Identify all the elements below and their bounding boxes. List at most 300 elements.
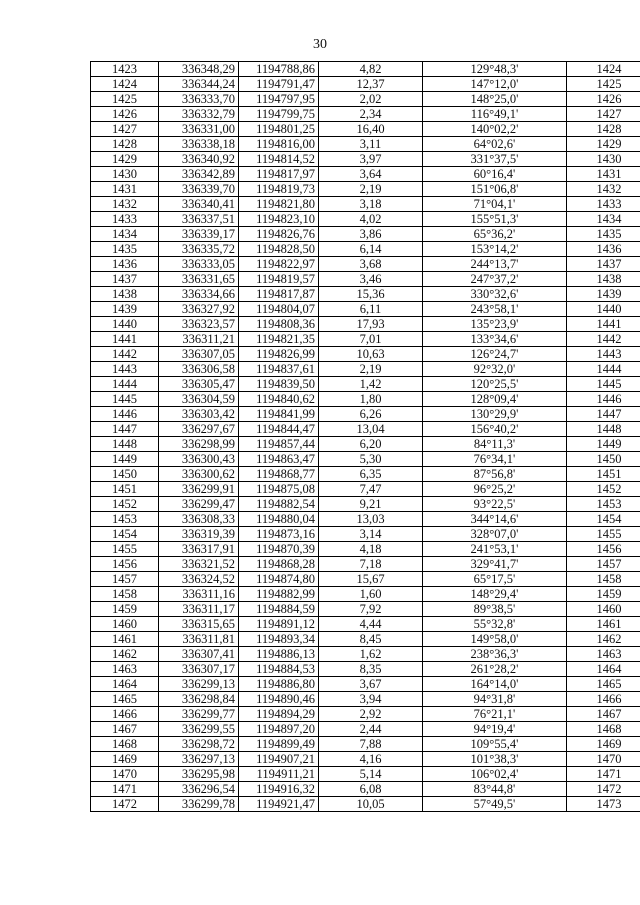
point-number-cell: 1461 [91,632,159,647]
next-point-cell: 1469 [567,737,640,752]
distance-cell: 3,68 [319,257,423,272]
next-point-cell: 1432 [567,182,640,197]
direction-angle-cell: 243°58,1' [423,302,567,317]
distance-cell: 2,44 [319,722,423,737]
distance-cell: 8,35 [319,662,423,677]
y-coordinate-cell: 1194828,50 [239,242,319,257]
table-row [91,707,640,722]
table-row [91,242,640,257]
x-coordinate-cell: 336338,18 [159,137,239,152]
direction-angle-cell: 65°36,2' [423,227,567,242]
y-coordinate-cell: 1194868,77 [239,467,319,482]
point-number-cell: 1429 [91,152,159,167]
table-row [91,692,640,707]
next-point-cell: 1438 [567,272,640,287]
coordinates-table-body [91,62,640,812]
point-number-cell: 1427 [91,122,159,137]
x-coordinate-cell: 336339,17 [159,227,239,242]
next-point-cell: 1451 [567,467,640,482]
x-coordinate-cell: 336300,43 [159,452,239,467]
point-number-cell: 1462 [91,647,159,662]
point-number-cell: 1457 [91,572,159,587]
direction-angle-cell: 94°31,8' [423,692,567,707]
y-coordinate-cell: 1194894,29 [239,707,319,722]
x-coordinate-cell: 336298,72 [159,737,239,752]
next-point-cell: 1454 [567,512,640,527]
y-coordinate-cell: 1194839,50 [239,377,319,392]
y-coordinate-cell: 1194841,99 [239,407,319,422]
y-coordinate-cell: 1194921,47 [239,797,319,812]
point-number-cell: 1423 [91,62,159,77]
distance-cell: 7,18 [319,557,423,572]
distance-cell: 10,05 [319,797,423,812]
x-coordinate-cell: 336331,65 [159,272,239,287]
direction-angle-cell: 84°11,3' [423,437,567,452]
y-coordinate-cell: 1194826,76 [239,227,319,242]
direction-angle-cell: 328°07,0' [423,527,567,542]
direction-angle-cell: 76°34,1' [423,452,567,467]
distance-cell: 5,30 [319,452,423,467]
distance-cell: 2,19 [319,362,423,377]
x-coordinate-cell: 336299,47 [159,497,239,512]
table-row [91,542,640,557]
point-number-cell: 1467 [91,722,159,737]
distance-cell: 3,86 [319,227,423,242]
next-point-cell: 1435 [567,227,640,242]
x-coordinate-cell: 336335,72 [159,242,239,257]
next-point-cell: 1468 [567,722,640,737]
table-row [91,452,640,467]
point-number-cell: 1437 [91,272,159,287]
table-row [91,467,640,482]
next-point-cell: 1427 [567,107,640,122]
direction-angle-cell: 64°02,6' [423,137,567,152]
table-row [91,722,640,737]
x-coordinate-cell: 336299,13 [159,677,239,692]
point-number-cell: 1471 [91,782,159,797]
x-coordinate-cell: 336331,00 [159,122,239,137]
table-row [91,362,640,377]
distance-cell: 3,46 [319,272,423,287]
next-point-cell: 1450 [567,452,640,467]
next-point-cell: 1448 [567,422,640,437]
y-coordinate-cell: 1194890,46 [239,692,319,707]
direction-angle-cell: 344°14,6' [423,512,567,527]
y-coordinate-cell: 1194821,80 [239,197,319,212]
direction-angle-cell: 244°13,7' [423,257,567,272]
y-coordinate-cell: 1194816,00 [239,137,319,152]
x-coordinate-cell: 336340,41 [159,197,239,212]
point-number-cell: 1465 [91,692,159,707]
direction-angle-cell: 126°24,7' [423,347,567,362]
table-row [91,167,640,182]
y-coordinate-cell: 1194870,39 [239,542,319,557]
table-row [91,62,640,77]
next-point-cell: 1433 [567,197,640,212]
next-point-cell: 1467 [567,707,640,722]
table-row [91,662,640,677]
distance-cell: 9,21 [319,497,423,512]
y-coordinate-cell: 1194886,13 [239,647,319,662]
direction-angle-cell: 140°02,2' [423,122,567,137]
y-coordinate-cell: 1194863,47 [239,452,319,467]
y-coordinate-cell: 1194873,16 [239,527,319,542]
direction-angle-cell: 149°58,0' [423,632,567,647]
direction-angle-cell: 93°22,5' [423,497,567,512]
y-coordinate-cell: 1194821,35 [239,332,319,347]
table-row [91,677,640,692]
point-number-cell: 1442 [91,347,159,362]
distance-cell: 10,63 [319,347,423,362]
point-number-cell: 1434 [91,227,159,242]
next-point-cell: 1473 [567,797,640,812]
direction-angle-cell: 129°48,3' [423,62,567,77]
point-number-cell: 1460 [91,617,159,632]
next-point-cell: 1434 [567,212,640,227]
direction-angle-cell: 133°34,6' [423,332,567,347]
next-point-cell: 1439 [567,287,640,302]
direction-angle-cell: 71°04,1' [423,197,567,212]
next-point-cell: 1442 [567,332,640,347]
point-number-cell: 1424 [91,77,159,92]
point-number-cell: 1453 [91,512,159,527]
y-coordinate-cell: 1194788,86 [239,62,319,77]
table-row [91,77,640,92]
direction-angle-cell: 101°38,3' [423,752,567,767]
point-number-cell: 1450 [91,467,159,482]
direction-angle-cell: 60°16,4' [423,167,567,182]
y-coordinate-cell: 1194844,47 [239,422,319,437]
next-point-cell: 1465 [567,677,640,692]
next-point-cell: 1431 [567,167,640,182]
next-point-cell: 1429 [567,137,640,152]
direction-angle-cell: 151°06,8' [423,182,567,197]
distance-cell: 12,37 [319,77,423,92]
y-coordinate-cell: 1194868,28 [239,557,319,572]
table-row [91,212,640,227]
x-coordinate-cell: 336348,29 [159,62,239,77]
x-coordinate-cell: 336311,21 [159,332,239,347]
x-coordinate-cell: 336307,41 [159,647,239,662]
y-coordinate-cell: 1194826,99 [239,347,319,362]
point-number-cell: 1440 [91,317,159,332]
point-number-cell: 1464 [91,677,159,692]
table-row [91,497,640,512]
distance-cell: 6,14 [319,242,423,257]
direction-angle-cell: 76°21,1' [423,707,567,722]
x-coordinate-cell: 336317,91 [159,542,239,557]
next-point-cell: 1458 [567,572,640,587]
x-coordinate-cell: 336324,52 [159,572,239,587]
table-row [91,182,640,197]
distance-cell: 1,62 [319,647,423,662]
direction-angle-cell: 164°14,0' [423,677,567,692]
y-coordinate-cell: 1194819,57 [239,272,319,287]
direction-angle-cell: 241°53,1' [423,542,567,557]
distance-cell: 4,44 [319,617,423,632]
y-coordinate-cell: 1194817,97 [239,167,319,182]
next-point-cell: 1424 [567,62,640,77]
point-number-cell: 1454 [91,527,159,542]
distance-cell: 3,67 [319,677,423,692]
direction-angle-cell: 109°55,4' [423,737,567,752]
x-coordinate-cell: 336307,05 [159,347,239,362]
next-point-cell: 1466 [567,692,640,707]
direction-angle-cell: 247°37,2' [423,272,567,287]
point-number-cell: 1426 [91,107,159,122]
x-coordinate-cell: 336299,77 [159,707,239,722]
distance-cell: 6,26 [319,407,423,422]
x-coordinate-cell: 336299,78 [159,797,239,812]
direction-angle-cell: 128°09,4' [423,392,567,407]
x-coordinate-cell: 336334,66 [159,287,239,302]
point-number-cell: 1451 [91,482,159,497]
distance-cell: 3,97 [319,152,423,167]
y-coordinate-cell: 1194891,12 [239,617,319,632]
direction-angle-cell: 147°12,0' [423,77,567,92]
distance-cell: 7,92 [319,602,423,617]
table-row [91,257,640,272]
table-row [91,107,640,122]
y-coordinate-cell: 1194875,08 [239,482,319,497]
next-point-cell: 1444 [567,362,640,377]
next-point-cell: 1437 [567,257,640,272]
table-row [91,767,640,782]
y-coordinate-cell: 1194882,54 [239,497,319,512]
x-coordinate-cell: 336311,17 [159,602,239,617]
direction-angle-cell: 148°25,0' [423,92,567,107]
next-point-cell: 1459 [567,587,640,602]
direction-angle-cell: 153°14,2' [423,242,567,257]
distance-cell: 7,47 [319,482,423,497]
point-number-cell: 1466 [91,707,159,722]
x-coordinate-cell: 336298,84 [159,692,239,707]
table-row [91,572,640,587]
table-row [91,482,640,497]
x-coordinate-cell: 336297,13 [159,752,239,767]
next-point-cell: 1463 [567,647,640,662]
next-point-cell: 1453 [567,497,640,512]
point-number-cell: 1452 [91,497,159,512]
direction-angle-cell: 92°32,0' [423,362,567,377]
table-row [91,92,640,107]
next-point-cell: 1461 [567,617,640,632]
distance-cell: 4,02 [319,212,423,227]
y-coordinate-cell: 1194822,97 [239,257,319,272]
next-point-cell: 1430 [567,152,640,167]
direction-angle-cell: 106°02,4' [423,767,567,782]
distance-cell: 2,19 [319,182,423,197]
x-coordinate-cell: 336333,05 [159,257,239,272]
distance-cell: 6,11 [319,302,423,317]
direction-angle-cell: 83°44,8' [423,782,567,797]
distance-cell: 15,36 [319,287,423,302]
table-row [91,422,640,437]
x-coordinate-cell: 336303,42 [159,407,239,422]
x-coordinate-cell: 336308,33 [159,512,239,527]
distance-cell: 1,42 [319,377,423,392]
table-row [91,587,640,602]
table-row [91,332,640,347]
point-number-cell: 1468 [91,737,159,752]
distance-cell: 16,40 [319,122,423,137]
point-number-cell: 1455 [91,542,159,557]
x-coordinate-cell: 336344,24 [159,77,239,92]
distance-cell: 6,20 [319,437,423,452]
x-coordinate-cell: 336311,16 [159,587,239,602]
x-coordinate-cell: 336333,70 [159,92,239,107]
y-coordinate-cell: 1194899,49 [239,737,319,752]
x-coordinate-cell: 336340,92 [159,152,239,167]
table-row [91,737,640,752]
point-number-cell: 1472 [91,797,159,812]
point-number-cell: 1470 [91,767,159,782]
x-coordinate-cell: 336296,54 [159,782,239,797]
next-point-cell: 1456 [567,542,640,557]
direction-angle-cell: 261°28,2' [423,662,567,677]
table-row [91,347,640,362]
direction-angle-cell: 155°51,3' [423,212,567,227]
direction-angle-cell: 89°38,5' [423,602,567,617]
table-row [91,512,640,527]
y-coordinate-cell: 1194886,80 [239,677,319,692]
point-number-cell: 1425 [91,92,159,107]
direction-angle-cell: 329°41,7' [423,557,567,572]
y-coordinate-cell: 1194884,53 [239,662,319,677]
next-point-cell: 1436 [567,242,640,257]
table-row [91,377,640,392]
table-row [91,782,640,797]
x-coordinate-cell: 336332,79 [159,107,239,122]
distance-cell: 15,67 [319,572,423,587]
direction-angle-cell: 94°19,4' [423,722,567,737]
direction-angle-cell: 130°29,9' [423,407,567,422]
point-number-cell: 1433 [91,212,159,227]
next-point-cell: 1441 [567,317,640,332]
distance-cell: 2,34 [319,107,423,122]
distance-cell: 13,03 [319,512,423,527]
point-number-cell: 1463 [91,662,159,677]
point-number-cell: 1448 [91,437,159,452]
y-coordinate-cell: 1194814,52 [239,152,319,167]
y-coordinate-cell: 1194874,80 [239,572,319,587]
next-point-cell: 1470 [567,752,640,767]
table-row [91,287,640,302]
next-point-cell: 1455 [567,527,640,542]
point-number-cell: 1445 [91,392,159,407]
point-number-cell: 1432 [91,197,159,212]
table-row [91,392,640,407]
next-point-cell: 1445 [567,377,640,392]
next-point-cell: 1464 [567,662,640,677]
y-coordinate-cell: 1194893,34 [239,632,319,647]
direction-angle-cell: 156°40,2' [423,422,567,437]
next-point-cell: 1452 [567,482,640,497]
y-coordinate-cell: 1194817,87 [239,287,319,302]
point-number-cell: 1428 [91,137,159,152]
distance-cell: 4,18 [319,542,423,557]
x-coordinate-cell: 336327,92 [159,302,239,317]
table-row [91,797,640,812]
distance-cell: 5,14 [319,767,423,782]
y-coordinate-cell: 1194808,36 [239,317,319,332]
distance-cell: 3,94 [319,692,423,707]
next-point-cell: 1457 [567,557,640,572]
point-number-cell: 1444 [91,377,159,392]
next-point-cell: 1425 [567,77,640,92]
x-coordinate-cell: 336306,58 [159,362,239,377]
y-coordinate-cell: 1194882,99 [239,587,319,602]
point-number-cell: 1443 [91,362,159,377]
x-coordinate-cell: 336342,89 [159,167,239,182]
distance-cell: 4,16 [319,752,423,767]
table-row [91,437,640,452]
x-coordinate-cell: 336311,81 [159,632,239,647]
next-point-cell: 1428 [567,122,640,137]
y-coordinate-cell: 1194907,21 [239,752,319,767]
next-point-cell: 1471 [567,767,640,782]
next-point-cell: 1460 [567,602,640,617]
x-coordinate-cell: 336323,57 [159,317,239,332]
y-coordinate-cell: 1194837,61 [239,362,319,377]
point-number-cell: 1430 [91,167,159,182]
point-number-cell: 1435 [91,242,159,257]
x-coordinate-cell: 336319,39 [159,527,239,542]
y-coordinate-cell: 1194797,95 [239,92,319,107]
distance-cell: 13,04 [319,422,423,437]
point-number-cell: 1438 [91,287,159,302]
next-point-cell: 1449 [567,437,640,452]
x-coordinate-cell: 336300,62 [159,467,239,482]
distance-cell: 3,64 [319,167,423,182]
direction-angle-cell: 65°17,5' [423,572,567,587]
table-row [91,647,640,662]
y-coordinate-cell: 1194791,47 [239,77,319,92]
table-row [91,407,640,422]
point-number-cell: 1458 [91,587,159,602]
y-coordinate-cell: 1194804,07 [239,302,319,317]
x-coordinate-cell: 336305,47 [159,377,239,392]
point-number-cell: 1436 [91,257,159,272]
table-row [91,602,640,617]
table-row [91,617,640,632]
y-coordinate-cell: 1194819,73 [239,182,319,197]
next-point-cell: 1446 [567,392,640,407]
point-number-cell: 1447 [91,422,159,437]
y-coordinate-cell: 1194897,20 [239,722,319,737]
direction-angle-cell: 57°49,5' [423,797,567,812]
next-point-cell: 1447 [567,407,640,422]
y-coordinate-cell: 1194823,10 [239,212,319,227]
x-coordinate-cell: 336307,17 [159,662,239,677]
distance-cell: 8,45 [319,632,423,647]
distance-cell: 6,35 [319,467,423,482]
direction-angle-cell: 96°25,2' [423,482,567,497]
distance-cell: 2,92 [319,707,423,722]
x-coordinate-cell: 336321,52 [159,557,239,572]
direction-angle-cell: 135°23,9' [423,317,567,332]
table-row [91,317,640,332]
x-coordinate-cell: 336297,67 [159,422,239,437]
direction-angle-cell: 330°32,6' [423,287,567,302]
x-coordinate-cell: 336298,99 [159,437,239,452]
direction-angle-cell: 87°56,8' [423,467,567,482]
next-point-cell: 1462 [567,632,640,647]
table-row [91,632,640,647]
next-point-cell: 1472 [567,782,640,797]
next-point-cell: 1443 [567,347,640,362]
table-row [91,752,640,767]
